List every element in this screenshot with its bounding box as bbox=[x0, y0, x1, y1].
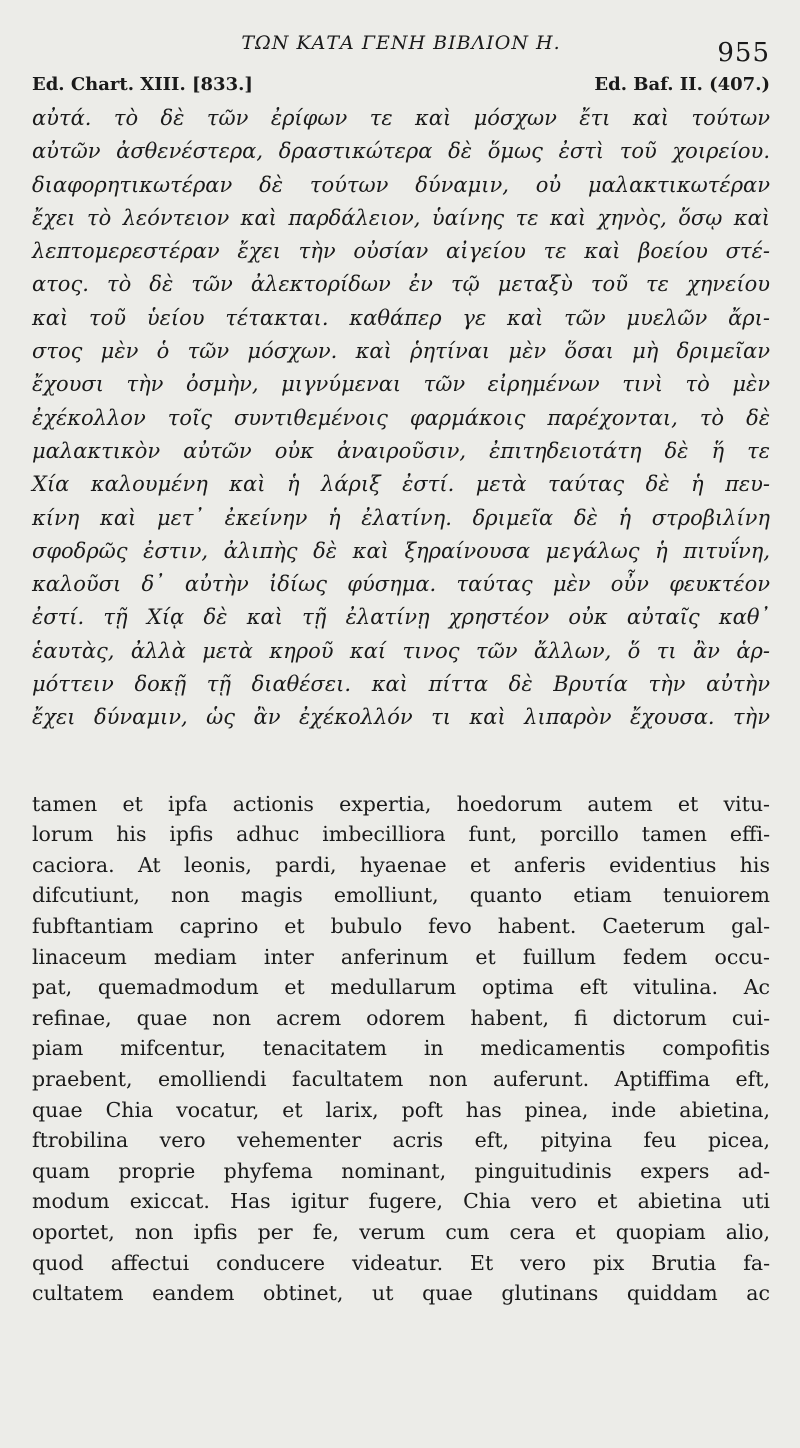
greek-line: διαφορητικωτέραν δὲ τούτων δύναμιν, οὐ μαλακτικωτέραν bbox=[32, 172, 770, 197]
latin-line: refinae, quae non acrem odorem habent, fi dictorum cui- bbox=[32, 1005, 770, 1030]
greek-line: σφοδρῶς ἐστιν, ἀλιπὴς δὲ καὶ ξηραίνουσα μεγάλως ἡ πιτυΐνη, bbox=[32, 538, 770, 563]
latin-line: difcutiunt, non magis emolliunt, quanto etiam tenuiorem bbox=[32, 883, 770, 908]
latin-line: cultatem eandem obtinet, ut quae glutinans quiddam ac bbox=[32, 1281, 770, 1306]
greek-line: μόττειν δοκῇ τῇ διαθέσει. καὶ πίττα δὲ Βρυτία τὴν αὐτὴν bbox=[32, 672, 770, 697]
running-title: ΤΩΝ ΚΑΤΑ ΓΕΝΗ ΒΙΒΛΙΟΝ Η. bbox=[241, 32, 561, 54]
page-number: 955 bbox=[717, 38, 770, 68]
latin-line: linaceum mediam inter anferinum et fuillum fedem occu- bbox=[32, 944, 770, 969]
latin-line: quod affectui conducere videatur. Et vero pix Brutia fa- bbox=[32, 1250, 770, 1275]
greek-line: ἔχει τὸ λεόντειον καὶ παρδάλειον, ὑαίνης τε καὶ χηνὸς, ὅσῳ καὶ bbox=[32, 205, 770, 230]
latin-line: modum exiccat. Has igitur fugere, Chia vero et abietina uti bbox=[32, 1189, 770, 1214]
greek-line: αὐτῶν ἀσθενέστερα, δραστικώτερα δὲ ὅμως ἐστὶ τοῦ χοιρείου. bbox=[32, 139, 770, 164]
greek-line: καὶ τοῦ ὑείου τέτακται. καθάπερ γε καὶ τῶν μυελῶν ἄρι- bbox=[32, 305, 770, 330]
latin-line: pat, quemadmodum et medullarum optima eft vitulina. Ac bbox=[32, 975, 770, 1000]
latin-line: praebent, emolliendi facultatem non auferunt. Aptiffima eft, bbox=[32, 1066, 770, 1091]
latin-line: piam mifcentur, tenacitatem in medicamentis compofitis bbox=[32, 1036, 770, 1061]
greek-line: ἐχέκολλον τοῖς συντιθεμένοις φαρμάκοις παρέχονται, τὸ δὲ bbox=[32, 405, 770, 430]
greek-line: καλοῦσι δ᾽ αὐτὴν ἰδίως φύσημα. ταύτας μὲν οὖν φευκτέον bbox=[32, 572, 770, 597]
greek-line: στος μὲν ὁ τῶν μόσχων. καὶ ῥητίναι μὲν ὅσαι μὴ δριμεῖαν bbox=[32, 339, 770, 364]
greek-line: κίνη καὶ μετ᾽ ἐκείνην ἡ ἐλατίνη. δριμεῖα δὲ ἡ στροβιλίνη bbox=[32, 505, 770, 530]
greek-line: ἔχει δύναμιν, ὡς ἂν ἐχέκολλόν τι καὶ λιπαρὸν ἔχουσα. τὴν bbox=[32, 705, 770, 730]
greek-line: ἐστί. τῇ Χίᾳ δὲ καὶ τῇ ἐλατίνῃ χρηστέον οὐκ αὐταῖς καθ᾽ bbox=[32, 605, 770, 630]
greek-line: ἑαυτὰς, ἀλλὰ μετὰ κηροῦ καί τινος τῶν ἄλλων, ὅ τι ἂν ἁρ- bbox=[32, 638, 770, 663]
greek-text bbox=[32, 102, 770, 735]
greek-line: Χία καλουμένη καὶ ἡ λάριξ ἐστί. μετὰ ταύτας δὲ ἡ πευ- bbox=[32, 472, 770, 497]
edition-line bbox=[32, 72, 770, 98]
edition-right: Ed. Baf. II. (407.) bbox=[594, 74, 770, 95]
latin-line: oportet, non ipfis per fe, verum cum cera et quopiam alio, bbox=[32, 1219, 770, 1244]
latin-line: ftrobilina vero vehementer acris eft, pityina feu picea, bbox=[32, 1128, 770, 1153]
latin-line: quam proprie phyfema nominant, pinguitudinis expers ad- bbox=[32, 1158, 770, 1183]
running-head bbox=[32, 28, 770, 68]
edition-left: Ed. Chart. XIII. [833.] bbox=[32, 74, 253, 95]
latin-line: quae Chia vocatur, et larix, poft has pinea, inde abietina, bbox=[32, 1097, 770, 1122]
greek-line: ατος. τὸ δὲ τῶν ἀλεκτορίδων ἐν τῷ μεταξὺ τοῦ τε χηνείου bbox=[32, 272, 770, 297]
latin-text bbox=[32, 789, 770, 1309]
greek-line: λεπτομερεστέραν ἔχει τὴν οὐσίαν αἰγείου τε καὶ βοείου στέ- bbox=[32, 239, 770, 264]
latin-line: lorum his ipfis adhuc imbecilliora funt, porcillo tamen effi- bbox=[32, 822, 770, 847]
greek-line: ἔχουσι τὴν ὀσμὴν, μιγνύμεναι τῶν εἰρημένων τινὶ τὸ μὲν bbox=[32, 372, 770, 397]
latin-line: tamen et ipfa actionis expertia, hoedorum autem et vitu- bbox=[32, 791, 770, 816]
greek-line: αὐτά. τὸ δὲ τῶν ἐρίφων τε καὶ μόσχων ἔτι καὶ τούτων bbox=[32, 106, 770, 130]
latin-line: caciora. At leonis, pardi, hyaenae et anferis evidentius his bbox=[32, 852, 770, 877]
greek-line: μαλακτικὸν αὐτῶν οὐκ ἀναιροῦσιν, ἐπιτηδειοτάτη δὲ ἥ τε bbox=[32, 438, 770, 463]
column-gap bbox=[32, 735, 770, 789]
latin-line: fubftantiam caprino et bubulo fevo habent. Caeterum gal- bbox=[32, 914, 770, 939]
